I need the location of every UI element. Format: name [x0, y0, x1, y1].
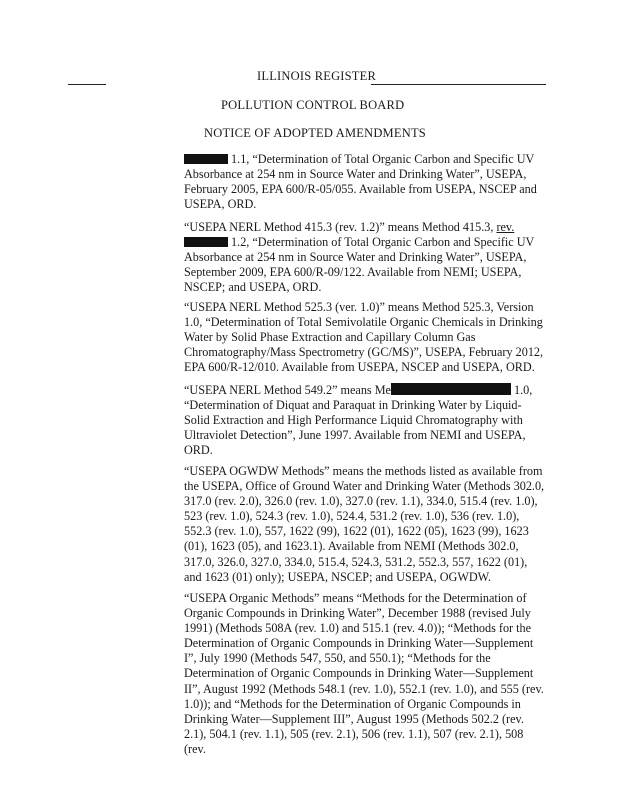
paragraph-6-text: “USEPA Organic Methods” means “Methods for the Determination of Organic Compounds in Drinking Water”, December 1988 (revised July 1991) (Methods 508A (rev. 1.0) and 515.1 (rev. 4.0)); “Methods for the Determination of Organic Compounds in Drinking Water—Supplement I”, July 1990 (Methods 547, 550, and 550.1); “Methods for the Determination of Organic Compounds in Drinking Water—Supplement II”, August 1992 (Methods 548.1 (rev. 1.0), 552.1 (rev. 1.0), and 555 (rev. 1.0)); and “Methods for the Determination of Organic Compounds in Drinking Water—Supplement III”, August 1995 (Methods 502.2 (rev. 2.1), 504.1 (rev. 1.1), 505 (rev. 2.1), 506 (rev. 1.1), 507 (rev. 2.1), 508 (rev. — [184, 591, 544, 756]
paragraph-3 — [184, 300, 546, 375]
register-title: ILLINOIS REGISTER — [257, 69, 377, 83]
redaction-mark — [184, 237, 228, 247]
paragraph-4-line2b: Drinking Water by Liquid-Solid — [184, 398, 522, 428]
register-header — [68, 68, 546, 88]
paragraph-4-rest: Extraction and High Performance Liquid Chromatography with Ultraviolet Detection”, June 1997. Available from NEMI and USEPA, ORD. — [184, 413, 526, 458]
paragraph-1-rest: Absorbance at 254 nm in Source Water and Drinking Water”, USEPA, February 2005, EPA 600/R-05/055. Available from USEPA, NSCEP and USEPA, ORD. — [184, 167, 537, 212]
header-rule-left — [68, 84, 106, 85]
paragraph-4-line2a: “Determination of Diquat and Paraquat in — [184, 398, 392, 413]
paragraph-4 — [184, 383, 546, 458]
paragraph-5-text: “USEPA OGWDW Methods” means the methods listed as available from the USEPA, Office of Ground Water and Drinking Water (Methods 302.0, 317.0 (rev. 2.0), 326.0 (rev. 1.0), 327.0 (rev. 1.1), 334.0, 515.4 (rev. 1.0), 523 (rev. 1.0), 524.3 (rev. 1.0), 524.4, 531.2 (rev. 1.0), 536 (rev. 1.0), 552.3 (rev. 1.0), 557, 1622 (99), 1622 (01), 1622 (05), 1623 (99), 1623 (01), 1623 (05), and 1623.1). Available from NEMI (Methods 302.0, 317.0, 326.0, 327.0, 334.0, 515.4, 524.3, 531.2, 552.3, 557, 1622 (01), and 1623 (01) only); USEPA, NSCEP; and USEPA, OGWDW. — [184, 464, 545, 584]
paragraph-5 — [184, 464, 546, 585]
redaction-mark — [184, 154, 228, 164]
notice-title: NOTICE OF ADOPTED AMENDMENTS — [204, 126, 426, 140]
paragraph-2 — [184, 220, 546, 295]
paragraph-3-text: “USEPA NERL Method 525.3 (ver. 1.0)” means Method 525.3, Version 1.0, “Determination of Total Semivolatile Organic Chemicals in Drinking Water by Solid Phase Extraction and Capillary Column Gas Chromatography/Mass Spectrometry (GC/MS)”, USEPA, February 2012, EPA 600/R-12/010. Available from USEPA, NSCEP and USEPA, ORD. — [184, 300, 544, 375]
paragraph-6 — [184, 591, 546, 757]
redaction-mark — [391, 383, 511, 395]
paragraph-2-rest: Absorbance at 254 nm in Source Water and Drinking Water”, USEPA, September 2009, EPA 600/R-09/122. Available from NEMI; USEPA, NSCEP; and USEPA, ORD. — [184, 250, 527, 295]
paragraph-1-line1: 1.1, “Determination of Total Organic Carbon and Specific UV — [228, 152, 535, 166]
paragraph-4-line1a: “USEPA NERL Method 549.2” means Me — [184, 383, 391, 397]
paragraph-1 — [184, 152, 546, 212]
header-rule-right — [371, 84, 546, 85]
paragraph-4-line1b: 1.0, — [510, 383, 533, 397]
paragraph-2-underlined: rev. — [496, 220, 515, 234]
paragraph-2-line1: “USEPA NERL Method 415.3 (rev. 1.2)” means Method 415.3, — [184, 220, 497, 234]
paragraph-2-line2: 1.2, “Determination of Total Organic Carbon and Specific UV — [228, 235, 535, 250]
board-name: POLLUTION CONTROL BOARD — [221, 98, 405, 112]
